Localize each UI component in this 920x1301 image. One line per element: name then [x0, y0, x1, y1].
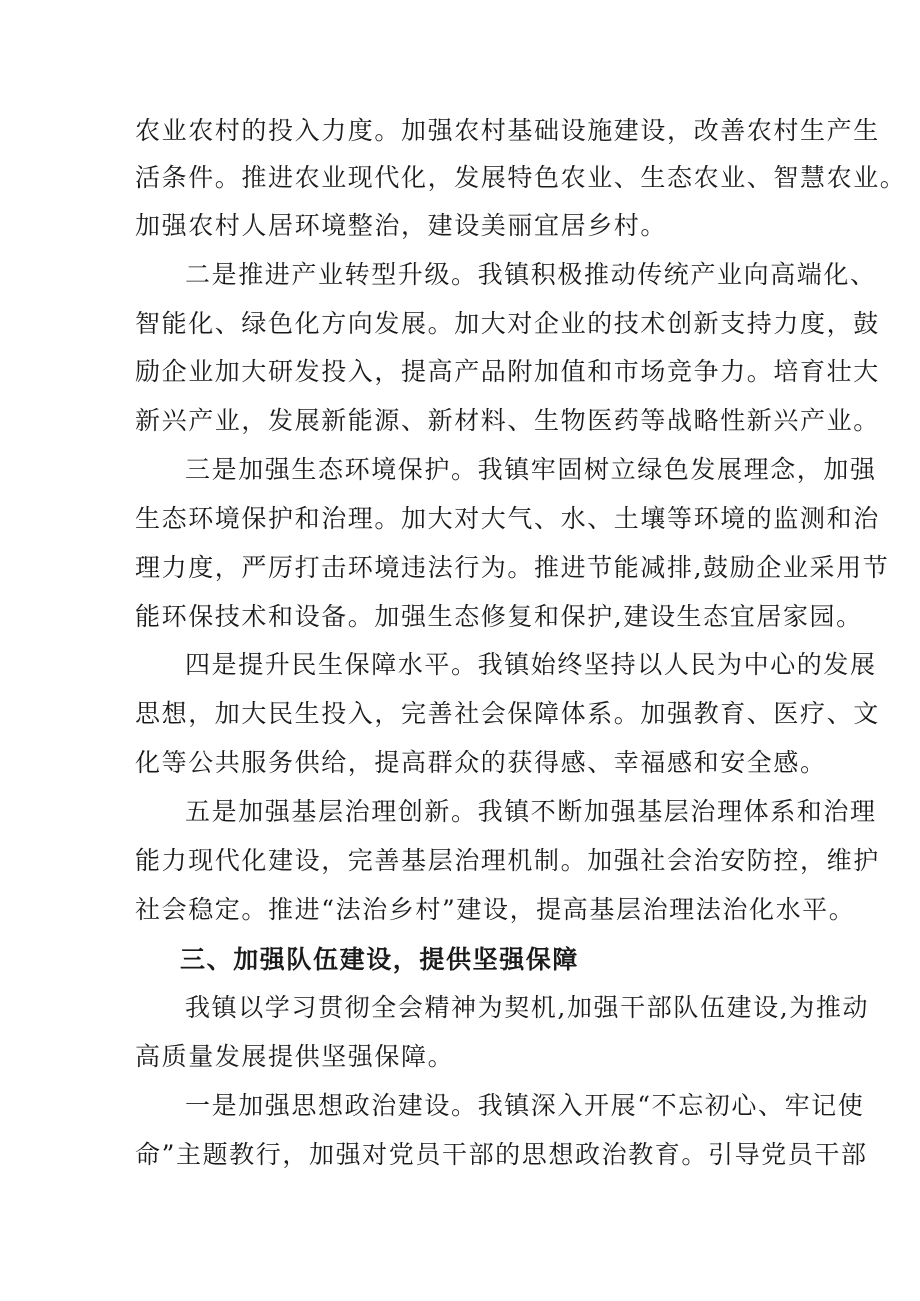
text-line: 加强农村人居环境整治，建设美丽宜居乡村。 — [135, 211, 668, 240]
paragraph-start-line: 三是加强生态环境保护。我镇牢固树立绿色发展理念，加强 — [185, 455, 877, 484]
text-line: 命”主题教行，加强对党员干部的思想政治教育。引导党员干部 — [135, 1140, 868, 1169]
text-line: 生态环境保护和治理。加大对大气、水、土壤等环境的监测和治 — [135, 504, 880, 533]
paragraph-start-line: 五是加强基层治理创新。我镇不断加强基层治理体系和治理 — [185, 797, 877, 826]
section-heading: 三、加强队伍建设，提供坚强保障 — [180, 945, 580, 974]
text-line: 思想，加大民生投入，完善社会保障体系。加强教育、医疗、文 — [135, 699, 880, 728]
text-line: 社会稳定。推进“法治乡村”建设，提高基层治理法治化水平。 — [135, 895, 856, 924]
paragraph-start-line: 一是加强思想政治建设。我镇深入开展“不忘初心、牢记使 — [185, 1091, 865, 1120]
text-line: 高质量发展提供坚强保障。 — [135, 1042, 455, 1071]
paragraph-start-line: 二是推进产业转型升级。我镇积极推动传统产业向高端化、 — [185, 260, 877, 289]
text-line: 活条件。推进农业现代化，发展特色农业、生态农业、智慧农业。 — [135, 163, 907, 192]
text-line: 新兴产业，发展新能源、新材料、生物医药等战略性新兴产业。 — [135, 406, 880, 435]
text-line: 理力度，严厉打击环境违法行为。推进节能减排,鼓励企业采用节 — [135, 553, 890, 582]
text-line: 励企业加大研发投入，提高产品附加值和市场竞争力。培育壮大 — [135, 357, 880, 386]
text-line: 能力现代化建设，完善基层治理机制。加强社会治安防控，维护 — [135, 846, 880, 875]
paragraph-start-line: 四是提升民生保障水平。我镇始终坚持以人民为中心的发展 — [185, 650, 877, 679]
text-line: 能环保技术和设备。加强生态修复和保护,建设生态宜居家园。 — [135, 602, 863, 631]
text-line: 智能化、绿色化方向发展。加大对企业的技术创新支持力度，鼓 — [135, 309, 880, 338]
text-line: 化等公共服务供给，提高群众的获得感、幸福感和安全感。 — [135, 748, 827, 777]
paragraph-start-line: 我镇以学习贯彻全会精神为契机,加强干部队伍建设,为推动 — [185, 993, 870, 1022]
text-line: 农业农村的投入力度。加强农村基础设施建设，改善农村生产生 — [135, 116, 880, 145]
